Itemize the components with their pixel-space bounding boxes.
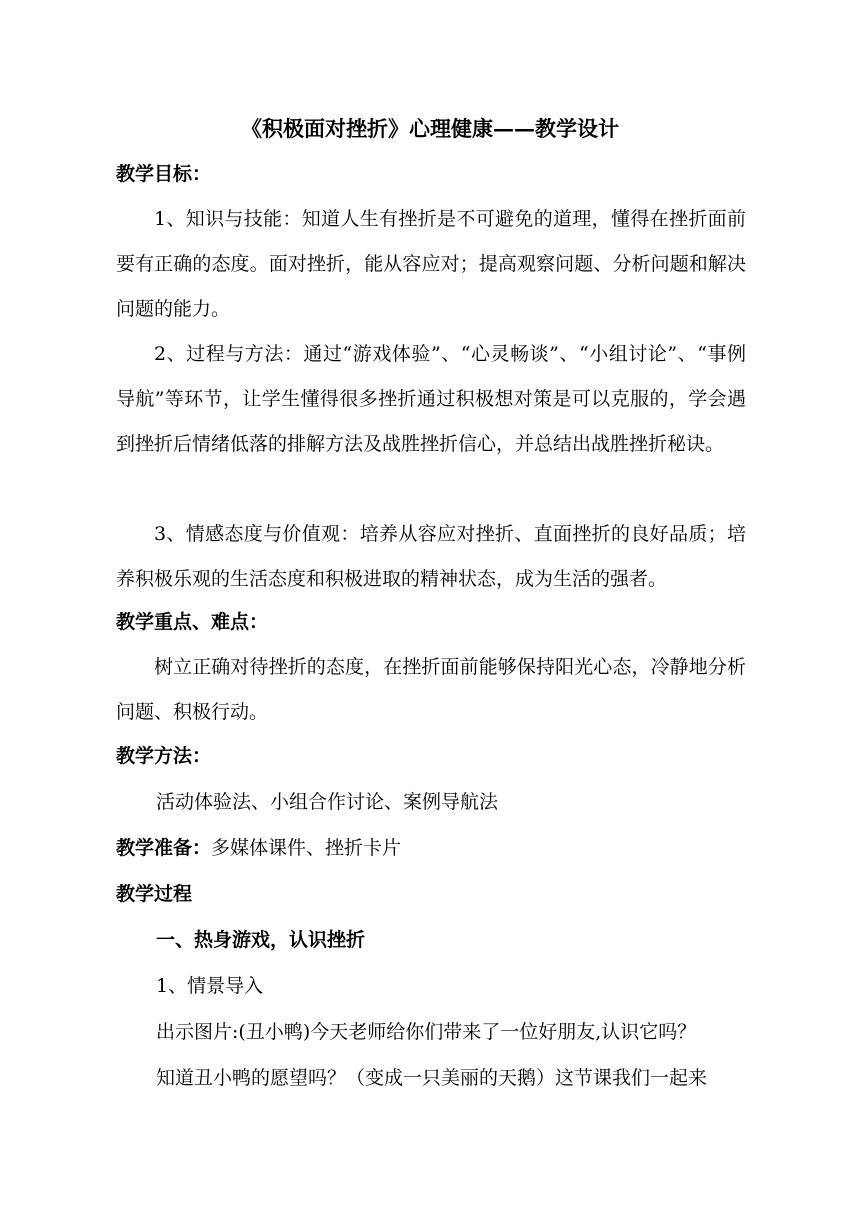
process-step-1: 1、情景导入 [156, 975, 264, 997]
process-heading: 教学过程 [116, 883, 193, 905]
objective-item-1: 1、知识与技能：知道人生有挫折是不可避免的道理，懂得在挫折面前要有正确的态度。面对挫折，能从容应对；提高观察问题、分析问题和解决问题的能力。 [116, 208, 746, 320]
preparation-text: 多媒体课件、挫折卡片 [211, 837, 402, 859]
methods-heading: 教学方法： [116, 745, 212, 767]
process-line-2: 知道丑小鸭的愿望吗？（变成一只美丽的天鹅）这节课我们一起来 [156, 1067, 708, 1089]
preparation-row [116, 834, 401, 862]
objective-item-3: 3、情感态度与价值观：培养从容应对挫折、直面挫折的良好品质；培养积极乐观的生活态度和积极进取的精神状态，成为生活的强者。 [116, 523, 746, 590]
objectives-heading: 教学目标： [116, 163, 212, 185]
preparation-heading: 教学准备： [116, 837, 212, 859]
key-points-heading: 教学重点、难点： [116, 611, 269, 633]
methods-text: 活动体验法、小组合作讨论、案例导航法 [156, 791, 499, 813]
objective-item-2: 2、过程与方法：通过“游戏体验”、“心灵畅谈”、“小组讨论”、“事例导航”等环节，让学生懂得很多挫折通过积极想对策是可以克服的，学会遇到挫折后情绪低落的排解方法及战胜挫折信心，并总结出战胜挫折秘诀。 [116, 343, 746, 455]
process-line-1: 出示图片:(丑小鸭)今天老师给你们带来了一位好朋友,认识它吗？ [156, 1021, 697, 1043]
process-section-1: 一、热身游戏，认识挫折 [156, 929, 366, 951]
document-title: 《积极面对挫折》心理健康——教学设计 [241, 116, 619, 141]
key-points-text: 树立正确对待挫折的态度，在挫折面前能够保持阳光心态，冷静地分析问题、积极行动。 [116, 656, 746, 723]
